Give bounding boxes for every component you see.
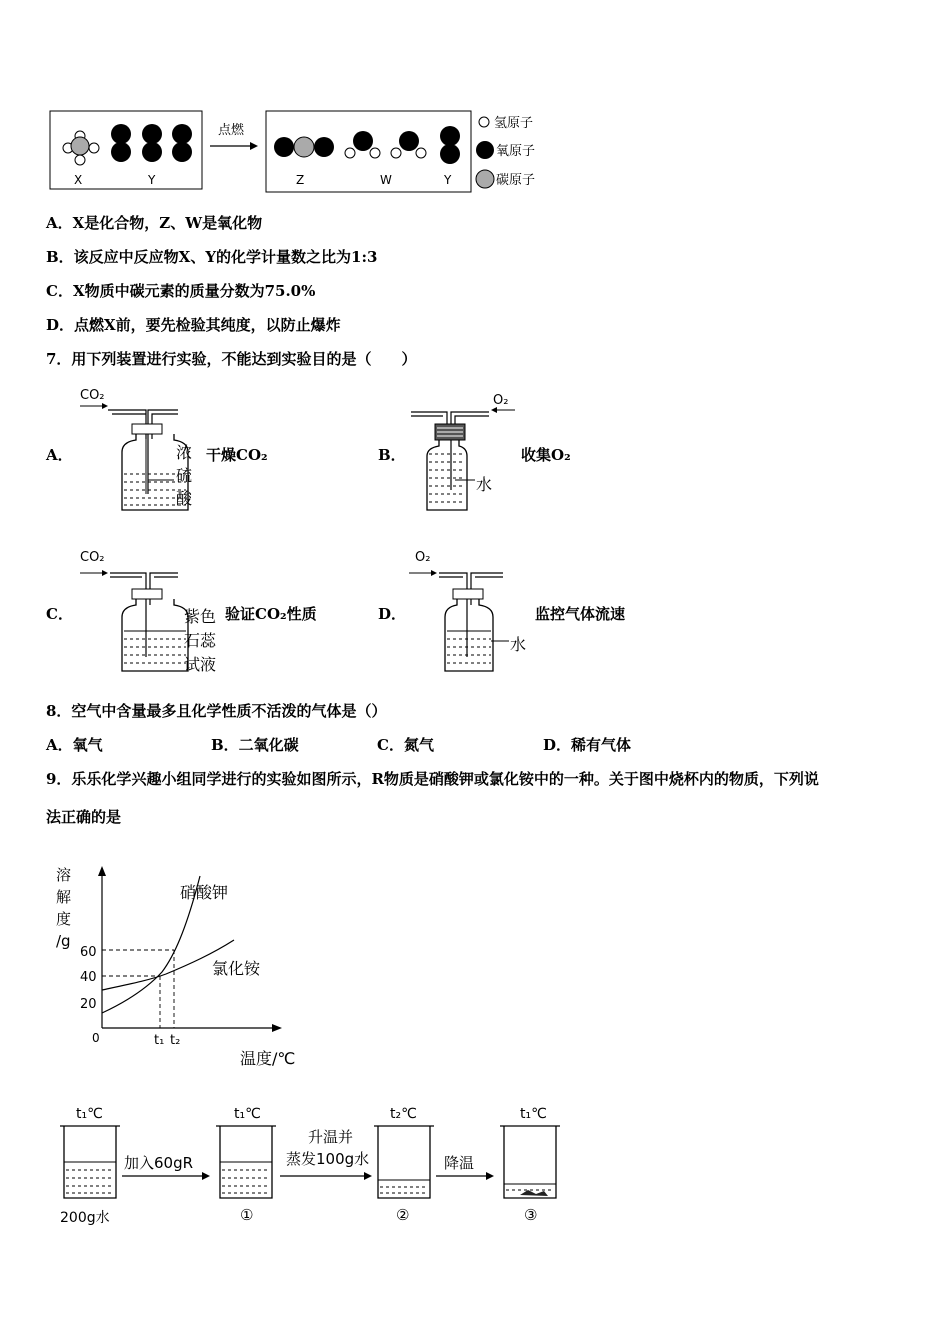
ylabel-1: 溶: [56, 866, 72, 884]
beaker3-temp: t₁℃: [520, 1106, 547, 1122]
q8-option-c: C．氮气: [377, 736, 434, 754]
step2-label-2: 蒸发100g水: [286, 1150, 370, 1168]
liquid-label-c1: 紫色: [184, 607, 217, 626]
label-x: X: [74, 173, 83, 187]
beaker1-label: ①: [240, 1206, 254, 1224]
oxygen-molecules: [111, 124, 192, 162]
gas-label: CO₂: [80, 550, 105, 565]
q6-option-d: D．点燃X前，要先检验其纯度，以防止爆炸: [46, 316, 341, 334]
x-tick-t1: t₁: [154, 1033, 165, 1048]
liquid-label-d: 水: [510, 635, 527, 654]
q8-stem: 8．空气中含量最多且化学性质不活泼的气体是（）: [46, 702, 387, 720]
series-label-kno3: 硝酸钾: [180, 883, 229, 902]
q7-a-purpose: 干燥CO₂: [206, 446, 268, 464]
co2-molecule: [274, 137, 334, 157]
step1-label: 加入60gR: [124, 1154, 194, 1172]
beaker1-temp: t₁℃: [234, 1106, 261, 1122]
crystals: [520, 1190, 548, 1196]
liquid-label-a2: 硫: [176, 466, 193, 485]
gas-label: CO₂: [80, 388, 105, 403]
beaker2-temp: t₂℃: [390, 1106, 417, 1122]
q9-stem-line1: 9．乐乐化学兴趣小组同学进行的实验如图所示，R物质是硝酸钾或氯化铵中的一种。关于图中烧杯内的物质，下列说: [46, 770, 819, 788]
ylabel-2: 解: [56, 888, 72, 906]
beaker-0: [60, 1126, 120, 1198]
legend-oxygen: 氧原子: [496, 144, 536, 159]
q9-stem-line2: 法正确的是: [46, 808, 122, 826]
label-y2: Y: [444, 173, 452, 187]
liquid-label-a3: 酸: [176, 489, 193, 508]
label-y: Y: [148, 173, 156, 187]
beaker0-label: 200g水: [60, 1210, 110, 1226]
step3-label: 降温: [444, 1154, 475, 1172]
liquid-label-b: 水: [476, 475, 493, 494]
q7-b-purpose: 收集O₂: [521, 446, 571, 464]
x-axis-label: 温度/℃: [240, 1049, 296, 1068]
beaker3-label: ③: [524, 1206, 538, 1224]
y-tick-40: 40: [80, 970, 97, 985]
q7-d-purpose: 监控气体流速: [535, 605, 626, 623]
liquid-label-c3: 试液: [184, 655, 217, 674]
beaker2-label: ②: [396, 1206, 410, 1224]
series-label-nh4cl: 氯化铵: [212, 959, 261, 978]
gas-label: O₂: [493, 393, 509, 408]
q6-option-b: B．该反应中反应物X、Y的化学计量数之比为1:3: [46, 248, 378, 266]
x-tick-0: 0: [92, 1031, 100, 1045]
beaker-2: [374, 1126, 434, 1198]
q7-a-label: A．: [46, 446, 73, 464]
q7-c-label: C．: [46, 605, 73, 623]
q7-b-label: B．: [378, 446, 406, 464]
arrow-label: 点燃: [218, 123, 245, 138]
q8-option-b: B．二氧化碳: [211, 736, 299, 754]
q6-option-c: C．X物质中碳元素的质量分数为75.0%: [46, 282, 316, 300]
q6-option-a: A．X是化合物，Z、W是氧化物: [46, 214, 263, 232]
y-tick-20: 20: [80, 997, 97, 1012]
water-molecules: [345, 131, 426, 158]
step2-label-1: 升温并: [308, 1128, 354, 1146]
legend-carbon: 碳原子: [496, 173, 536, 188]
liquid-label-a1: 浓: [176, 443, 193, 462]
methane-molecule: [63, 131, 99, 165]
q7-d-apparatus: [405, 545, 535, 675]
beaker0-temp: t₁℃: [76, 1106, 103, 1122]
legend-hydrogen: 氢原子: [494, 116, 534, 131]
q7-d-label: D．: [378, 605, 407, 623]
gas-label: O₂: [415, 550, 431, 565]
liquid-label-c2: 石蕊: [184, 631, 217, 650]
process-diagram: [50, 1098, 570, 1228]
q7-b-apparatus: [405, 390, 525, 514]
y-tick-60: 60: [80, 945, 97, 960]
ylabel-4: /g: [56, 932, 71, 950]
ylabel-3: 度: [56, 910, 72, 928]
label-w: W: [380, 173, 392, 187]
beaker-1: [216, 1126, 276, 1198]
oxygen-molecule-remaining: [440, 126, 460, 164]
label-z: Z: [296, 173, 305, 187]
q8-option-d: D．稀有气体: [543, 736, 632, 754]
solubility-chart: [50, 860, 310, 1070]
x-tick-t2: t₂: [170, 1033, 181, 1048]
q7-c-purpose: 验证CO₂性质: [225, 605, 317, 623]
q7-stem: 7．用下列装置进行实验，不能达到实验目的是（ ）: [46, 350, 417, 368]
reaction-diagram: [48, 108, 548, 194]
beaker-3: [500, 1126, 560, 1198]
q8-option-a: A．氧气: [46, 736, 103, 754]
